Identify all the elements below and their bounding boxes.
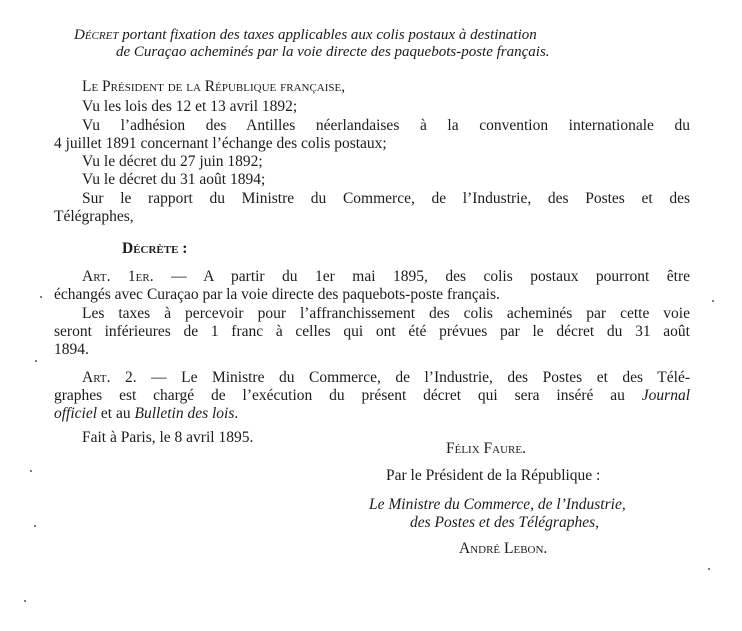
decree-title-line-2: de Curaçao acheminés par la voie directe des paquebots-poste français. (116, 44, 550, 60)
bulletin-des-lois: Bulletin des lois (134, 405, 235, 422)
article-2-period: . (234, 405, 239, 422)
article-2-line-2-text: graphes est chargé de l’exécution du présent décret qui sera inséré au (54, 387, 642, 404)
journal-word: Journal (641, 387, 690, 404)
article-1-line-2: échangés avec Curaçao par la voie directe des paquebots-poste français. (54, 286, 500, 303)
article-1-line-5: 1894. (54, 341, 89, 358)
print-speck (712, 300, 714, 302)
print-speck (708, 568, 710, 570)
vu-decret-1892: Vu le décret du 27 juin 1892; (82, 153, 263, 170)
vu-adhesion-line-1: Vu l’adhésion des Antilles néerlandaises à la convention internationale du (82, 117, 690, 134)
print-speck (30, 470, 32, 472)
article-2-label: Art. 2. (82, 369, 137, 386)
sur-le-rapport-line-2: Télégraphes, (54, 208, 134, 225)
minister-signature: André Lebon. (459, 540, 548, 557)
vu-lois: Vu les lois des 12 et 13 avril 1892; (82, 98, 298, 115)
fait-a-paris: Fait à Paris, le 8 avril 1895. (82, 429, 254, 446)
article-1-label: Art. 1er. (82, 268, 154, 285)
decree-title-lead: Décret (74, 27, 119, 43)
article-1-text-start: — A partir du 1er mai 1895, des colis postaux pourront être (153, 268, 690, 285)
article-1-line-4: seront inférieures de 1 franc à celles qui ont été prévues par le décret du 31 août (54, 323, 690, 340)
article-2-line-2 (54, 387, 690, 405)
ministre-line-1: Le Ministre du Commerce, de l’Industrie, (369, 496, 626, 513)
et-au-text: et au (97, 405, 135, 422)
article-2-text-start: — Le Ministre du Commerce, de l’Industrie, des Postes et des Télé- (136, 369, 690, 386)
vu-decret-1894: Vu le décret du 31 août 1894; (82, 171, 266, 188)
article-1-line-1 (82, 268, 690, 286)
print-speck (40, 296, 42, 298)
article-1-line-3: Les taxes à percevoir pour l’affranchissement des colis acheminés par cette voie (82, 305, 690, 322)
decree-title-line-1 (74, 26, 537, 44)
decrete-heading: Décrète : (122, 240, 188, 257)
print-speck (34, 525, 36, 527)
ministre-line-2: des Postes et des Télégraphes, (410, 514, 599, 531)
print-speck (24, 600, 26, 602)
officiel-word: officiel (54, 405, 98, 422)
president-signature: Félix Faure. (446, 440, 526, 457)
par-le-president: Par le Président de la République : (386, 467, 601, 484)
president-heading: Le Président de la République française, (82, 78, 346, 95)
decree-title-rest: portant fixation des taxes applicables aux colis postaux à destination (118, 27, 537, 43)
print-speck (35, 360, 37, 362)
sur-le-rapport-line-1: Sur le rapport du Ministre du Commerce, de l’Industrie, des Postes et des (82, 190, 690, 207)
vu-adhesion-line-2: 4 juillet 1891 concernant l’échange des colis postaux; (54, 135, 387, 152)
article-2-line-3 (54, 405, 238, 423)
article-2-line-1 (82, 369, 690, 387)
